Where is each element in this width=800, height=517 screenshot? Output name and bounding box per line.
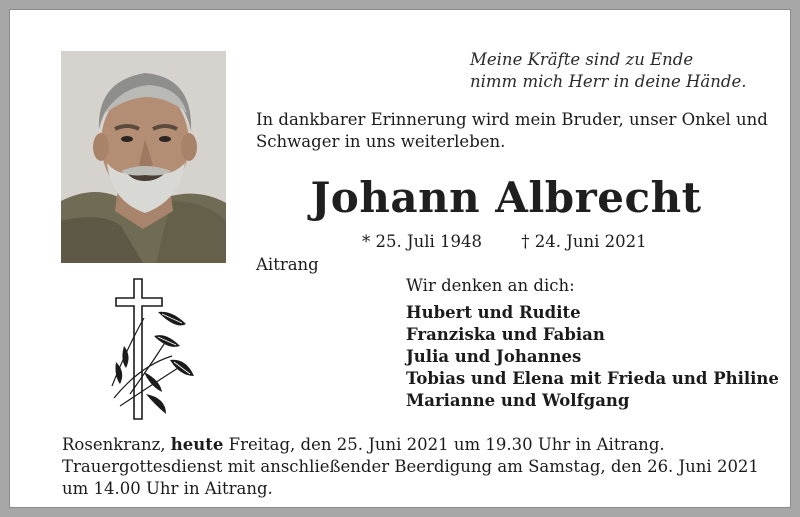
bible-quote (470, 49, 746, 93)
list-item: Franziska und Fabian (406, 325, 605, 344)
service-line-2: Trauergottesdienst mit anschließender Beerdigung am Samstag, den 26. Juni 2021 (62, 457, 759, 476)
mourners-lead: Wir denken an dich: (406, 276, 575, 295)
cross-with-wheat-icon (110, 276, 205, 421)
life-dates (362, 231, 647, 253)
obituary-notice (9, 9, 791, 508)
service-rosary-label: Rosenkranz, (62, 435, 171, 454)
intro-text: In dankbarer Erinnerung wird mein Bruder, unser Onkel und Schwager in uns weiterleben. (256, 110, 768, 151)
mourners-list (406, 274, 779, 412)
service-line-1 (62, 434, 792, 456)
death-date: † 24. Juni 2021 (521, 232, 647, 251)
portrait-photo (61, 51, 226, 263)
birth-date: * 25. Juli 1948 (362, 232, 483, 251)
service-details (62, 434, 792, 500)
service-line-3: um 14.00 Uhr in Aitrang. (62, 479, 273, 498)
list-item: Julia und Johannes (406, 347, 582, 366)
service-rosary-time: Freitag, den 25. Juni 2021 um 19.30 Uhr in Aitrang. (223, 435, 665, 454)
service-emphasis: heute (170, 435, 224, 454)
deceased-name: Johann Albrecht (310, 173, 702, 222)
list-item: Hubert und Rudite (406, 303, 581, 322)
place-name: Aitrang (256, 255, 319, 274)
list-item: Tobias und Elena mit Frieda und Philine (406, 369, 779, 388)
list-item: Marianne und Wolfgang (406, 391, 630, 410)
quote-line-2: nimm mich Herr in deine Hände. (470, 72, 747, 91)
quote-line-1: Meine Kräfte sind zu Ende (470, 50, 694, 69)
